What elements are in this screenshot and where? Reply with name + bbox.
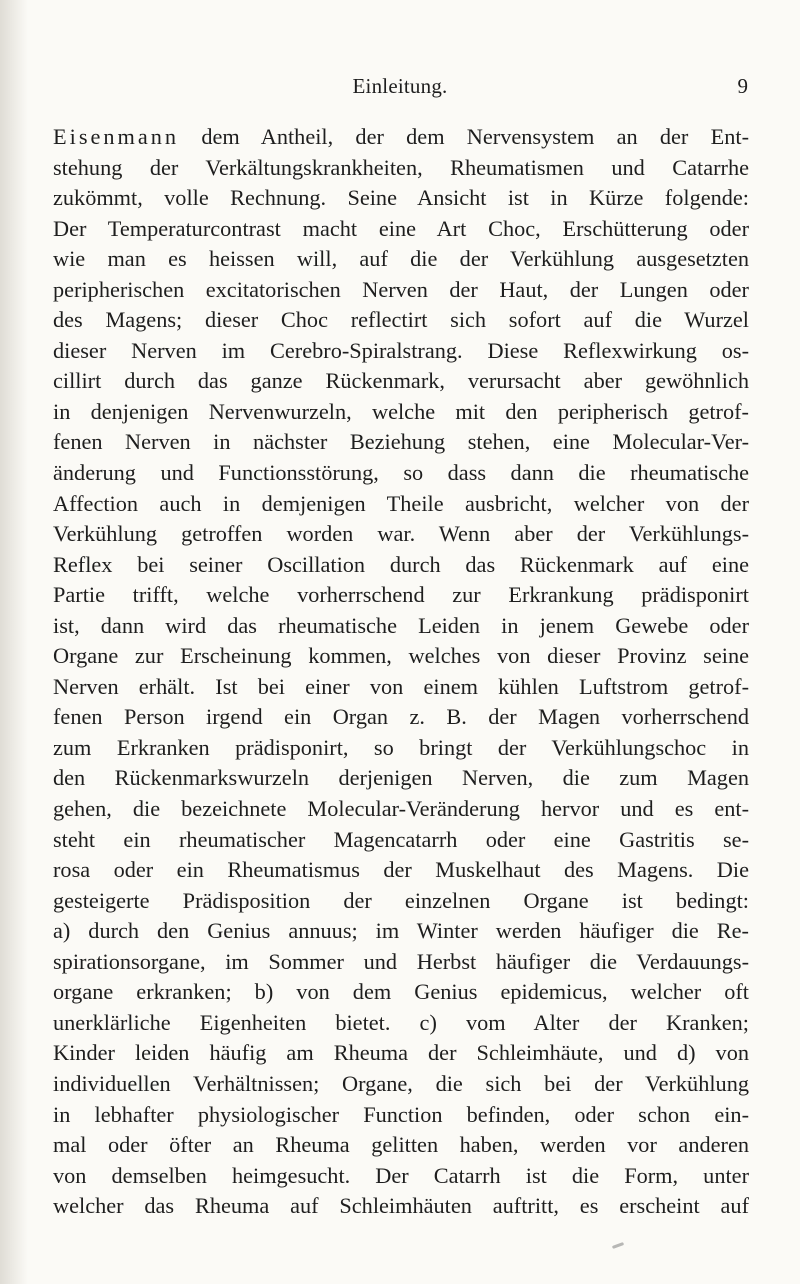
text-line: rosa oder ein Rheumatismus der Muskelhaut des Magens. Die	[53, 857, 749, 883]
text-line: mal oder öfter an Rheuma gelitten haben, werden vor anderen	[53, 1132, 749, 1158]
text-line: Der Temperaturcontrast macht eine Art Choc, Erschütterung oder	[53, 215, 749, 241]
text-line: a) durch den Genius annuus; im Winter werden häufiger die Re-	[53, 918, 749, 944]
text-line: cillirt durch das ganze Rückenmark, verursacht aber gewöhnlich	[53, 368, 749, 394]
running-title: Einleitung.	[352, 74, 448, 98]
text-line: zum Erkranken prädisponirt, so bringt der Verkühlungschoc in	[53, 734, 749, 760]
text-line: Affection auch in demjenigen Theile ausbricht, welcher von der	[53, 490, 749, 516]
text-line: gehen, die bezeichnete Molecular-Veränderung hervor und es ent-	[53, 796, 749, 822]
text-line	[53, 122, 749, 153]
author-name: Eisenmann	[53, 124, 180, 149]
text-line: peripherischen excitatorischen Nerven der Haut, der Lungen oder	[53, 276, 749, 302]
text-line: Reflex bei seiner Oscillation durch das Rückenmark auf eine	[53, 551, 749, 577]
text-line: welcher das Rheuma auf Schleimhäuten auftritt, es erscheint auf	[53, 1193, 749, 1219]
page-number: 9	[737, 74, 748, 98]
text-line: steht ein rheumatischer Magencatarrh oder eine Gastritis se-	[53, 826, 749, 852]
text-line: individuellen Verhältnissen; Organe, die sich bei der Verkühlung	[53, 1070, 749, 1096]
text-line: änderung und Functionsstörung, so dass dann die rheumatische	[53, 460, 749, 486]
text-line: Organe zur Erscheinung kommen, welches von dieser Provinz seine	[53, 643, 749, 669]
text-line: von demselben heimgesucht. Der Catarrh ist die Form, unter	[53, 1162, 749, 1188]
text-line: fenen Nerven in nächster Beziehung stehen, eine Molecular-Ver-	[53, 429, 749, 455]
text-line: Verkühlung getroffen worden war. Wenn aber der Verkühlungs-	[53, 521, 749, 547]
text-line: Partie trifft, welche vorherrschend zur Erkrankung prädisponirt	[53, 582, 749, 608]
binding-shadow	[0, 0, 28, 1284]
text-line: Nerven erhält. Ist bei einer von einem kühlen Luftstrom getrof-	[53, 673, 749, 699]
text-line: ist, dann wird das rheumatische Leiden in jenem Gewebe oder	[53, 612, 749, 638]
text-line: unerklärliche Eigenheiten bietet. c) vom Alter der Kranken;	[53, 1009, 749, 1035]
body-text	[53, 122, 749, 1222]
line-text: dem Antheil, der dem Nervensystem an der Ent-	[179, 124, 749, 149]
text-line: zukömmt, volle Rechnung. Seine Ansicht ist in Kürze folgende:	[53, 185, 749, 211]
text-line: Kinder leiden häufig am Rheuma der Schleimhäute, und d) von	[53, 1040, 749, 1066]
text-line: in lebhafter physiologischer Function befinden, oder schon ein-	[53, 1101, 749, 1127]
text-line: wie man es heissen will, auf die der Verkühlung ausgesetzten	[53, 246, 749, 272]
text-line: fenen Person irgend ein Organ z. B. der Magen vorherrschend	[53, 704, 749, 730]
text-line: gesteigerte Prädisposition der einzelnen Organe ist bedingt:	[53, 887, 749, 913]
text-line: stehung der Verkältungskrankheiten, Rheumatismen und Catarrhe	[53, 154, 749, 180]
text-line: dieser Nerven im Cerebro-Spiralstrang. Diese Reflexwirkung os-	[53, 337, 749, 363]
page-header	[0, 74, 800, 104]
text-line: des Magens; dieser Choc reflectirt sich sofort auf die Wurzel	[53, 307, 749, 333]
text-line: organe erkranken; b) von dem Genius epidemicus, welcher oft	[53, 979, 749, 1005]
text-line: in denjenigen Nervenwurzeln, welche mit den peripherisch getrof-	[53, 398, 749, 424]
ink-speck	[612, 1242, 624, 1249]
text-line: spirationsorgane, im Sommer und Herbst häufiger die Verdauungs-	[53, 948, 749, 974]
text-line: den Rückenmarkswurzeln derjenigen Nerven, die zum Magen	[53, 765, 749, 791]
